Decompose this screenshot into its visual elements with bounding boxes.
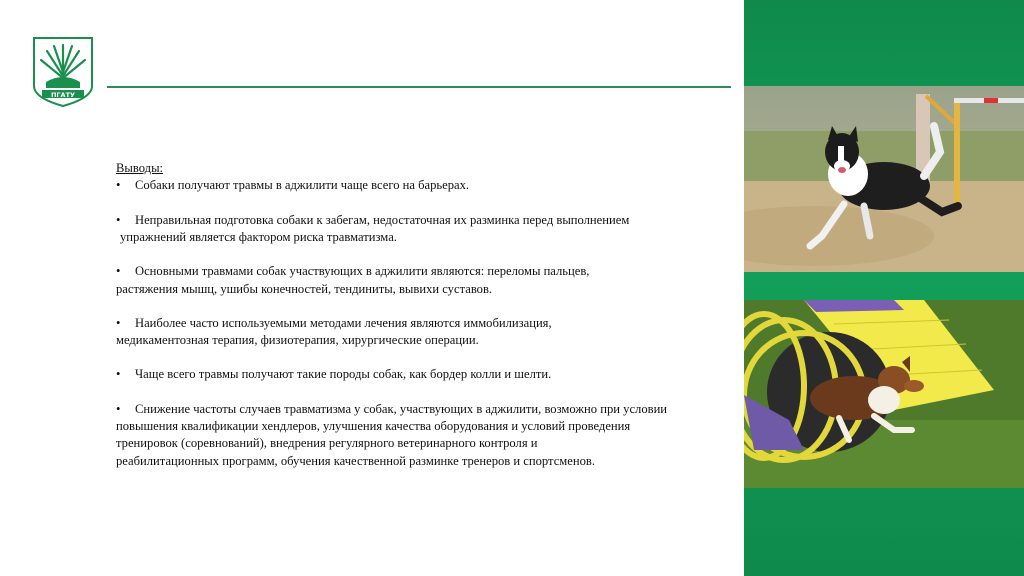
conclusion-line: реабилитационных программ, обучения качественной разминке тренеров и спортсменов. xyxy=(116,453,595,468)
conclusion-line: Собаки получают травмы в аджилити чаще всего на барьерах. xyxy=(135,178,470,193)
sheltie-tunnel-photo xyxy=(744,300,1024,488)
conclusion-line: повышения квалификации хендлеров, улучшения качества оборудования и условий проведения xyxy=(116,419,631,434)
conclusion-line: Неправильная подготовка собаки к забегам, недостаточная их разминка перед выполнением xyxy=(135,212,630,227)
conclusion-line: Основными травмами собак участвующих в аджилити являются: переломы пальцев, xyxy=(135,264,590,279)
conclusion-line: растяжения мышц, ушибы конечностей, тендиниты, вывихи суставов. xyxy=(116,281,493,296)
bullet-marker: • xyxy=(116,367,121,382)
border-collie-running-photo xyxy=(744,86,1024,272)
conclusion-item-2 xyxy=(116,212,741,247)
bullet-marker: • xyxy=(116,212,121,227)
conclusion-item-4 xyxy=(116,315,741,350)
conclusion-line: медикаментозная терапия, физиотерапия, хирургические операции. xyxy=(116,333,479,348)
university-wheat-shield-icon xyxy=(32,36,94,108)
conclusions-heading: Выводы: xyxy=(116,161,164,175)
bullet-marker: • xyxy=(116,178,121,193)
header-divider xyxy=(107,86,731,88)
conclusion-line: упражнений является фактором риска травматизма. xyxy=(120,230,397,245)
bullet-marker: • xyxy=(116,315,121,330)
bullet-marker: • xyxy=(116,401,121,416)
conclusion-item-5 xyxy=(116,366,741,383)
conclusion-item-1 xyxy=(116,177,741,194)
conclusion-line: Чаще всего травмы получают такие породы собак, как бордер колли и шелти. xyxy=(135,367,552,382)
conclusion-line: Наиболее часто используемыми методами лечения являются иммобилизация, xyxy=(135,315,552,330)
conclusions-text xyxy=(116,160,741,470)
bullet-marker: • xyxy=(116,264,121,279)
university-logo xyxy=(32,36,94,108)
conclusion-item-6 xyxy=(116,401,741,471)
logo-caption: ПГАТУ xyxy=(50,91,76,99)
conclusion-line: Снижение частоты случаев травматизма у собак, участвующих в аджилити, возможно при условии xyxy=(135,401,668,416)
conclusion-item-3 xyxy=(116,263,741,298)
conclusion-line: тренировок (соревнований), внедрения регулярного ветеринарного контроля и xyxy=(116,436,538,451)
